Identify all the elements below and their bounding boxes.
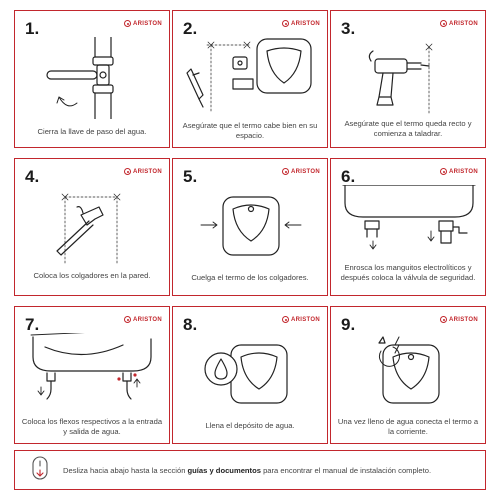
hang-heater-illustration: [181, 185, 321, 267]
step-number: 4.: [25, 167, 40, 186]
ariston-logo-icon: [440, 20, 447, 27]
step-number: 2.: [183, 19, 198, 38]
brand-logo: ARISTON: [282, 168, 320, 175]
step-caption: Coloca los flexos respectivos a la entrada y salida de agua.: [21, 417, 163, 436]
ariston-logo-icon: [282, 168, 289, 175]
hammer-illustration: [23, 185, 163, 267]
brand-logo: ARISTON: [282, 20, 320, 27]
valve-fitting-illustration: [339, 185, 479, 267]
step-caption: Asegúrate que el termo queda recto y comienza a taladrar.: [344, 119, 472, 138]
fill-water-illustration: [181, 333, 321, 415]
footer-text: Desliza hacia abajo hasta la sección guías y documentos para encontrar el manual de instalación completo.: [63, 465, 432, 475]
measure-space-illustration: [181, 37, 321, 119]
step-caption: Cuelga el termo de los colgadores.: [191, 273, 309, 282]
brand-logo: ARISTON: [440, 316, 478, 323]
power-connect-illustration: [339, 333, 479, 415]
ariston-logo-icon: [282, 316, 289, 323]
step-number: 6.: [341, 167, 356, 186]
step-caption: Una vez lleno de agua conecta el termo a la corriente.: [337, 417, 479, 436]
step-card-1: [14, 10, 170, 148]
step-card-9: [330, 306, 486, 444]
lightning-icon: [395, 337, 399, 353]
step-card-5: [172, 158, 328, 296]
step-caption: Asegúrate que el termo cabe bien en su espacio.: [182, 121, 318, 140]
drill-illustration: [339, 37, 479, 119]
step-number: 3.: [341, 19, 356, 38]
brand-logo: ARISTON: [124, 168, 162, 175]
brand-logo: ARISTON: [440, 168, 478, 175]
ariston-logo-icon: [124, 20, 131, 27]
step-number: 9.: [341, 315, 356, 334]
step-caption: Coloca los colgadores en la pared.: [33, 271, 151, 280]
step-caption: Llena el depósito de agua.: [205, 421, 295, 430]
step-card-2: [172, 10, 328, 148]
close-valve-illustration: [23, 37, 163, 119]
footer-note: [14, 450, 486, 490]
step-card-3: [330, 10, 486, 148]
step-number: 8.: [183, 315, 198, 334]
step-number: 7.: [25, 315, 40, 334]
step-caption: Cierra la llave de paso del agua.: [37, 127, 147, 136]
docs-section-name: guías y documentos: [187, 465, 261, 475]
ariston-logo-icon: [440, 316, 447, 323]
step-number: 5.: [183, 167, 198, 186]
flex-hoses-illustration: [23, 333, 163, 415]
plug-icon: [379, 337, 385, 343]
ariston-logo-icon: [440, 168, 447, 175]
ariston-logo-icon: [282, 20, 289, 27]
mouse-scroll-icon: [29, 455, 51, 485]
ariston-logo-icon: [124, 168, 131, 175]
step-card-4: [14, 158, 170, 296]
step-number: 1.: [25, 19, 40, 38]
brand-logo: ARISTON: [440, 20, 478, 27]
step-card-6: [330, 158, 486, 296]
step-card-7: [14, 306, 170, 444]
step-card-8: [172, 306, 328, 444]
brand-logo: ARISTON: [124, 20, 162, 27]
step-caption: Enrosca los manguitos electrolíticos y después coloca la válvula de seguridad.: [340, 263, 476, 282]
ariston-logo-icon: [124, 316, 131, 323]
brand-logo: ARISTON: [282, 316, 320, 323]
brand-logo: ARISTON: [124, 316, 162, 323]
